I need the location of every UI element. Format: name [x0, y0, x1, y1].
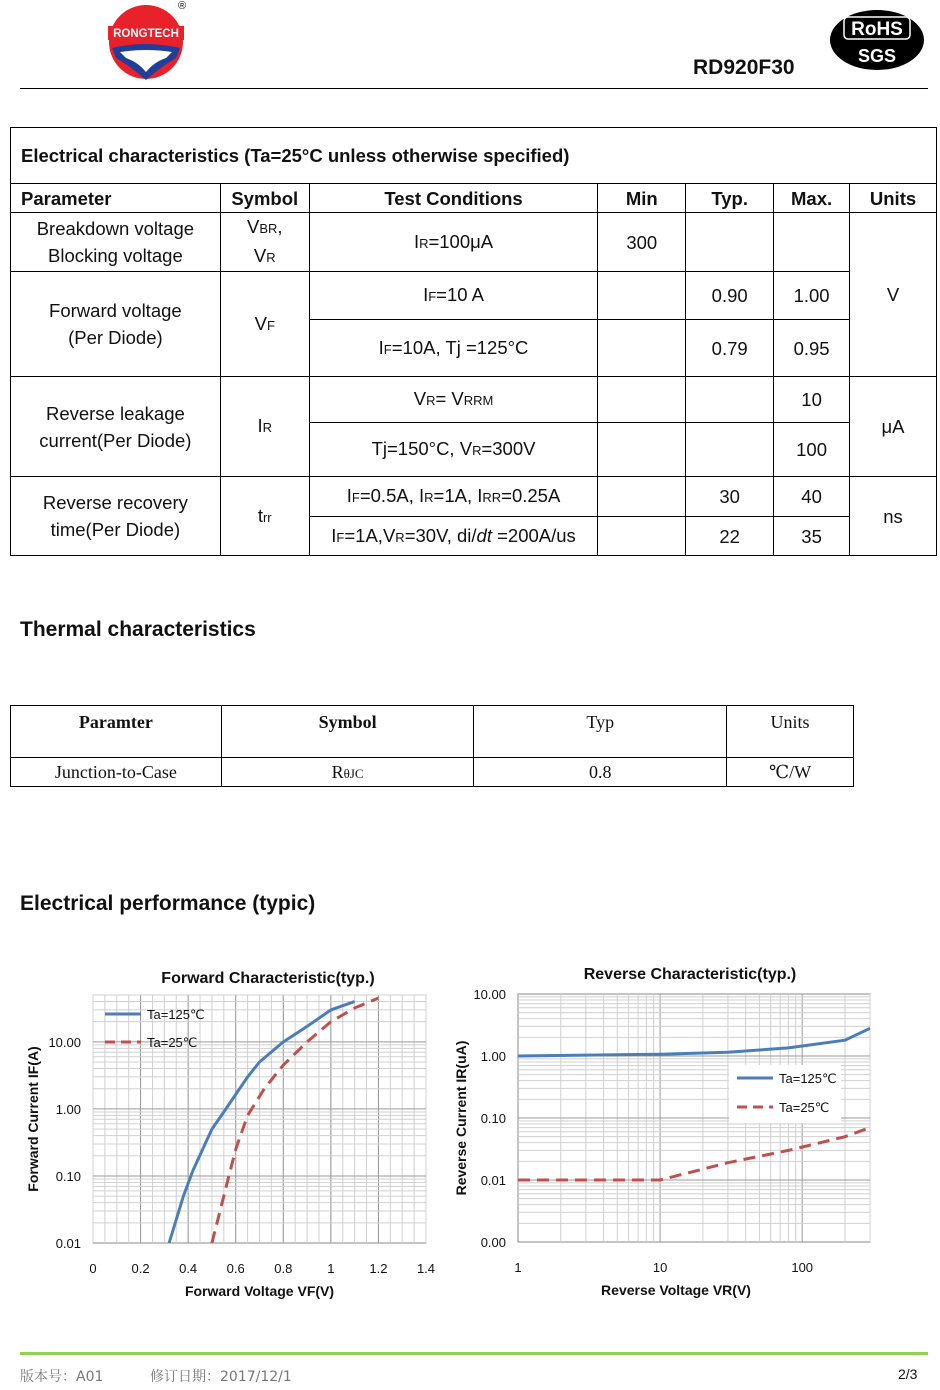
legend-label: Ta=125℃: [779, 1071, 837, 1086]
x-tick-label: 100: [791, 1260, 814, 1275]
y-axis-label: Forward Current IF(A): [25, 1046, 41, 1192]
cond-leakage-b: Tj=150°C, VR=300V: [309, 423, 598, 477]
param-breakdown: Breakdown voltage Blocking voltage: [11, 213, 221, 272]
table-row: [11, 272, 937, 320]
thermal-header-param: Paramter: [11, 706, 222, 758]
max-recovery-a: 40: [774, 477, 850, 517]
legend-label: Ta=25℃: [779, 1100, 830, 1115]
symbol-breakdown: VBR, VR: [220, 213, 309, 272]
rohs-label: RoHS: [851, 19, 903, 40]
cond-breakdown: IR=100μA: [309, 213, 598, 272]
x-tick-label: 1: [514, 1260, 522, 1275]
x-tick-label: 0.8: [274, 1261, 293, 1276]
y-tick-label: 0.01: [55, 1236, 81, 1251]
thermal-table: [10, 705, 854, 787]
header-parameter: Parameter: [11, 184, 221, 213]
logo-text: RONGTECH: [113, 28, 179, 40]
units-leakage: μA: [850, 377, 937, 477]
max-forward-a: 1.00: [774, 272, 850, 320]
header-test-conditions: Test Conditions: [309, 184, 598, 213]
cond-forward-a: IF=10 A: [309, 272, 598, 320]
header-rule: [20, 88, 928, 89]
table-row: [11, 213, 937, 272]
table-row: [11, 477, 937, 517]
part-number: RD920F30: [693, 56, 795, 79]
thermal-symbol: RθJC: [221, 758, 474, 787]
x-tick-label: 0.2: [131, 1261, 150, 1276]
thermal-header-typ: Typ: [474, 706, 727, 758]
footer-page-number: 2/3: [898, 1366, 918, 1382]
y-tick-label: 1.00: [480, 1049, 506, 1064]
x-tick-label: 0: [89, 1261, 97, 1276]
param-forward: Forward voltage (Per Diode): [11, 272, 221, 377]
symbol-recovery: trr: [220, 477, 309, 556]
table-row: [11, 377, 937, 423]
cond-recovery-a: IF=0.5A, IR=1A, IRR=0.25A: [309, 477, 598, 517]
y-tick-label: 0.00: [480, 1235, 506, 1250]
x-tick-label: 1.2: [369, 1261, 388, 1276]
y-tick-label: 0.01: [480, 1173, 506, 1188]
thermal-typ: 0.8: [474, 758, 727, 787]
footer-version: 版本号：A01: [20, 1369, 104, 1385]
electrical-characteristics-table: [10, 127, 937, 556]
max-forward-b: 0.95: [774, 320, 850, 377]
legend-label: Ta=125℃: [147, 1007, 205, 1022]
units-recovery: ns: [850, 477, 937, 556]
y-tick-label: 10.00: [48, 1034, 81, 1050]
x-tick-label: 10: [652, 1260, 668, 1275]
x-tick-label: 0.6: [226, 1261, 245, 1276]
forward-characteristic-chart: [20, 955, 440, 1305]
thermal-header-units: Units: [727, 706, 854, 758]
x-axis-label: Reverse Voltage VR(V): [601, 1282, 751, 1298]
typ-recovery-a: 30: [686, 477, 774, 517]
typ-forward-b: 0.79: [686, 320, 774, 377]
thermal-heading: Thermal characteristics: [20, 618, 256, 641]
typ-forward-a: 0.90: [686, 272, 774, 320]
header-units: Units: [850, 184, 937, 213]
y-tick-label: 10.00: [473, 987, 506, 1002]
sgs-label: SGS: [857, 46, 897, 66]
y-tick-label: 0.10: [480, 1111, 506, 1126]
units-voltage: V: [850, 213, 937, 377]
company-logo: [104, 0, 188, 84]
min-breakdown: 300: [598, 213, 686, 272]
y-tick-label: 0.10: [55, 1168, 81, 1184]
y-tick-label: 1.00: [55, 1101, 81, 1117]
footer-date: 修订日期：2017/12/1: [150, 1369, 292, 1385]
max-leakage-a: 10: [774, 377, 850, 423]
max-recovery-b: 35: [774, 517, 850, 556]
cond-forward-b: IF=10A, Tj =125°C: [309, 320, 598, 377]
thermal-header-symbol: Symbol: [221, 706, 474, 758]
electrical-table-title: Electrical characteristics (Ta=25°C unless otherwise specified): [11, 128, 937, 184]
param-recovery: Reverse recovery time(Per Diode): [11, 477, 221, 556]
footer-rule: [20, 1352, 928, 1355]
chart-title: Reverse Characteristic(typ.): [583, 966, 797, 983]
cond-leakage-a: VR= VRRM: [309, 377, 598, 423]
header-min: Min: [598, 184, 686, 213]
param-leakage: Reverse leakage current(Per Diode): [11, 377, 221, 477]
rohs-sgs-badge: [828, 8, 926, 72]
reverse-characteristic-chart: [450, 955, 890, 1305]
max-leakage-b: 100: [774, 423, 850, 477]
cond-recovery-b: IF=1A,VR=30V, di/dt =200A/us: [309, 517, 598, 556]
typ-recovery-b: 22: [686, 517, 774, 556]
symbol-leakage: IR: [220, 377, 309, 477]
chart-title: Forward Characteristic(typ.): [161, 970, 375, 987]
x-axis-label: Forward Voltage VF(V): [184, 1283, 335, 1299]
x-tick-label: 1.4: [416, 1261, 436, 1276]
symbol-forward: VF: [220, 272, 309, 377]
registered-mark: ®: [178, 0, 187, 12]
y-axis-label: Reverse Current IR(uA): [453, 1040, 469, 1196]
x-tick-label: 1: [327, 1261, 335, 1276]
legend-label: Ta=25℃: [147, 1035, 198, 1050]
table-row: [11, 758, 854, 787]
thermal-param: Junction-to-Case: [11, 758, 222, 787]
header-typ: Typ.: [686, 184, 774, 213]
performance-heading: Electrical performance (typic): [20, 892, 316, 915]
header-max: Max.: [774, 184, 850, 213]
header-symbol: Symbol: [220, 184, 309, 213]
thermal-units: ℃/W: [727, 758, 854, 787]
x-tick-label: 0.4: [179, 1261, 198, 1276]
